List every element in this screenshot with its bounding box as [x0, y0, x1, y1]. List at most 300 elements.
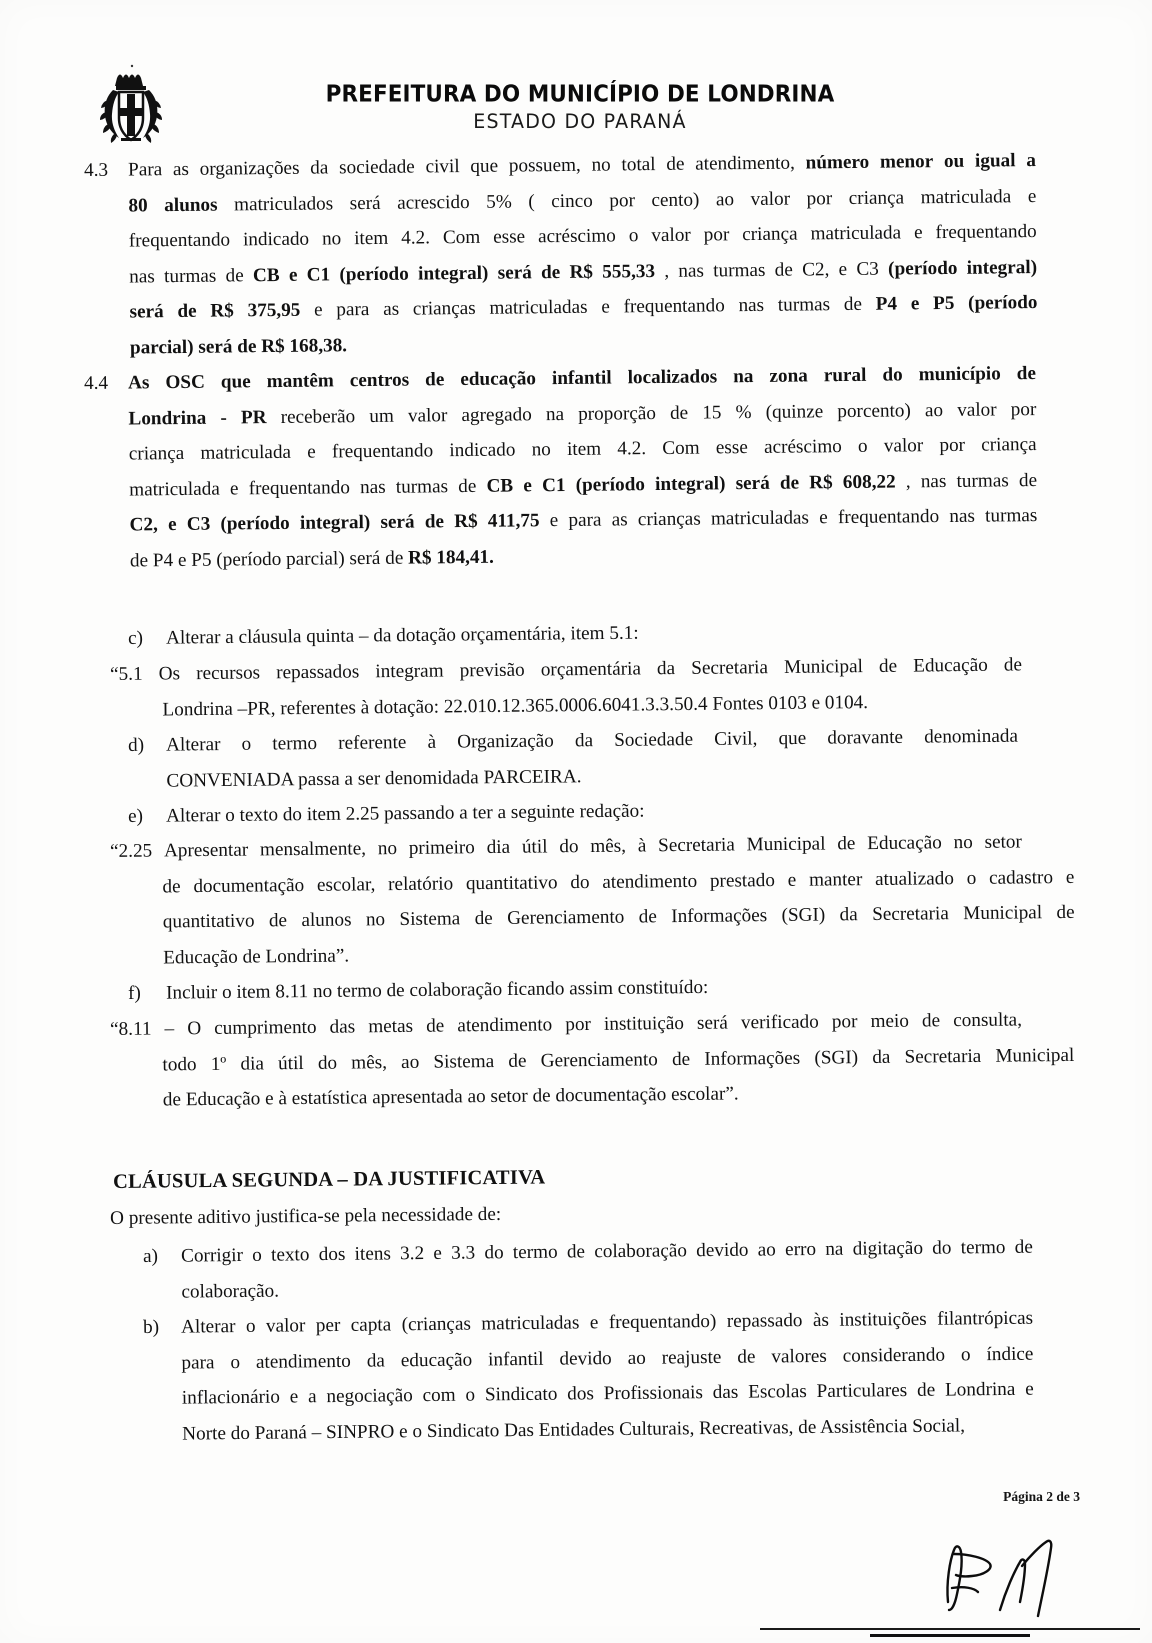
text-run: da: [574, 729, 594, 751]
quoted-block: [110, 1008, 1075, 1125]
text-run: Sociedade: [614, 728, 694, 751]
text-run: ao: [757, 1239, 776, 1261]
text-run: atendimento: [457, 1013, 553, 1036]
text-run: na: [825, 1238, 844, 1260]
text-run: Informações: [704, 1046, 801, 1069]
text-run: de: [666, 153, 685, 175]
quoted-block: [110, 831, 1075, 983]
text-run: CONVENIADA passa a ser denomidada PARCEIRA.: [166, 765, 582, 791]
text-run: de: [458, 475, 477, 497]
item-text: [181, 1237, 1034, 1317]
text-run: turmas: [163, 265, 217, 287]
text-run: Gerenciamento: [540, 1048, 658, 1071]
text-run: 555,33: [602, 260, 656, 283]
text-run: ao: [401, 1050, 420, 1072]
text-run: de Educação e à estatística apresentada ao setor de documentação escolar”.: [162, 1082, 739, 1110]
text-run: 3.2: [400, 1243, 425, 1265]
text-run: para: [181, 1351, 215, 1374]
text-run: de: [1018, 469, 1038, 491]
item-d: [128, 725, 1019, 805]
text-run: %: [735, 401, 752, 423]
text-run: Municipal: [783, 655, 863, 678]
text-run: dia: [240, 1052, 265, 1074]
clause-4-4: [84, 363, 1038, 586]
text-run: à: [637, 835, 647, 857]
text-run: C1: [306, 263, 331, 286]
text-run: valor: [407, 404, 448, 427]
text-run: das: [712, 1381, 739, 1404]
text-run: frequentando: [623, 295, 725, 318]
text-run: frequentando: [128, 229, 231, 252]
text-run: da: [366, 1349, 385, 1372]
text-run: frequentando: [248, 476, 350, 499]
text-run: por: [703, 224, 730, 246]
text-run: “8.11: [110, 1018, 152, 1040]
text-run: termo: [272, 732, 318, 754]
text-run: porcento): [837, 399, 911, 422]
text-run: de: [737, 1346, 756, 1368]
text-run: atendimento: [602, 870, 698, 893]
text-run: matriculada: [200, 441, 292, 464]
text-run: P4: [875, 293, 898, 315]
text-run: matriculadas: [710, 507, 810, 530]
text-run: acréscimo: [763, 436, 842, 458]
handwritten-initials: [930, 1530, 1130, 1625]
text-run: (SGI): [781, 904, 826, 926]
text-run: e: [819, 507, 828, 529]
text-run: valor: [883, 435, 924, 457]
text-run: repassados: [276, 660, 360, 683]
text-run: Educação: [913, 654, 988, 677]
text-run: instituição: [603, 1012, 685, 1035]
text-run: (crianças: [401, 1313, 471, 1336]
text-run: Municipal: [995, 1043, 1075, 1066]
text-run: nas: [129, 265, 155, 288]
text-run: e: [1065, 866, 1075, 888]
text-run: dos: [318, 1243, 346, 1266]
text-run: Municipal: [963, 902, 1043, 925]
text-run: cadastro: [988, 866, 1054, 889]
text-run: infantil: [488, 1348, 544, 1370]
text-run: Alterar o texto do item 2.25 passando a ter a seguinte redação:: [165, 800, 645, 827]
text-run: orçamentária: [540, 657, 642, 680]
page-title: PREFEITURA DO MUNICÍPIO DE LONDRINA: [325, 81, 835, 108]
text-run: será: [696, 1012, 728, 1034]
text-run: Incluir o item 8.11 no termo de colaboração ficando assim constituído:: [165, 976, 709, 1004]
text-run: matriculados: [233, 192, 334, 215]
text-run: relatório: [387, 872, 454, 895]
text-run: (: [528, 190, 535, 212]
text-run: de: [1056, 901, 1075, 924]
text-run: no: [377, 837, 398, 860]
text-run: alunos: [301, 909, 352, 931]
text-run: o: [230, 1351, 241, 1373]
text-run: o: [241, 733, 252, 755]
text-run: esse: [493, 226, 526, 248]
text-run: alunos: [164, 194, 218, 216]
section-intro: O presente aditivo justifica-se pela necessidade de:: [110, 1203, 502, 1229]
text-run: integral): [299, 512, 371, 534]
text-run: Para: [127, 159, 163, 181]
text-run: R$: [454, 510, 478, 533]
text-run: escolar,: [316, 873, 376, 896]
text-run: “5.1: [110, 663, 143, 685]
text-run: o: [857, 435, 868, 457]
text-run: a: [1026, 150, 1036, 172]
text-run: de: [268, 910, 288, 932]
text-run: e: [523, 474, 532, 496]
text-run: será: [380, 511, 415, 533]
text-run: reajuste: [661, 1346, 722, 1369]
text-run: dos: [567, 1383, 595, 1405]
text-run: filantrópicas: [937, 1307, 1034, 1330]
text-run: devido: [696, 1239, 749, 1262]
text-run: ao: [715, 188, 735, 210]
text-run: de: [779, 472, 800, 494]
text-run: criança: [981, 434, 1037, 456]
text-run: e: [288, 264, 298, 286]
text-run: turmas: [713, 259, 766, 281]
text-run: crianças: [637, 508, 701, 531]
text-run: e: [167, 514, 177, 536]
text-run: de: [1016, 363, 1037, 385]
text-run: na: [733, 365, 754, 388]
text-run: Secretaria: [872, 903, 949, 926]
text-run: termo: [512, 1241, 558, 1264]
text-run: frequentando: [935, 221, 1037, 244]
text-run: de: [426, 1015, 445, 1037]
text-run: frequentando: [837, 506, 940, 529]
text-run: que: [220, 371, 251, 393]
text-run: turmas: [956, 469, 1009, 492]
text-run: civil: [425, 156, 460, 178]
text-run: e: [1027, 185, 1037, 207]
text-run: da: [872, 1045, 891, 1068]
text-run: por: [565, 1013, 591, 1035]
text-run: o: [960, 1343, 971, 1365]
text-run: ao: [924, 399, 944, 421]
text-run: indicado: [449, 439, 516, 462]
text-run: proporção: [578, 402, 657, 425]
text-run: do: [932, 1237, 952, 1259]
text-run: será: [735, 472, 770, 494]
text-run: do: [570, 871, 590, 893]
text-run: consulta,: [953, 1008, 1023, 1031]
text-run: atendimento,: [695, 152, 795, 175]
text-run: R$: [569, 261, 594, 283]
text-run: da: [656, 657, 676, 679]
text-run: C2,: [129, 514, 158, 536]
text-run: de: [669, 402, 689, 424]
text-run: no: [591, 154, 611, 176]
text-run: manter: [808, 868, 863, 891]
text-run: de: [774, 259, 793, 281]
text-run: por: [939, 434, 966, 457]
text-run: do: [882, 364, 903, 386]
text-run: Corrigir: [180, 1244, 244, 1267]
text-run: e: [838, 258, 848, 280]
text-run: setor: [984, 831, 1022, 853]
text-run: e: [589, 1312, 599, 1334]
text-run: receberão: [280, 405, 356, 428]
text-run: frequentando): [608, 1310, 717, 1334]
text-run: C3: [856, 258, 879, 280]
item-line: [182, 1414, 1034, 1458]
text-run: C1: [541, 474, 566, 496]
text-run: (quinze: [765, 400, 824, 423]
text-run: turmas: [777, 294, 831, 316]
text-run: menor: [879, 151, 934, 173]
text-run: dia: [486, 836, 511, 859]
quoted-block: [110, 654, 1023, 735]
text-run: do: [484, 1242, 504, 1264]
text-run: criança: [128, 442, 185, 465]
item-marker: b): [143, 1316, 160, 1338]
text-run: Organização: [457, 730, 554, 753]
clause-4-3: [84, 150, 1038, 373]
text-run: devido: [559, 1347, 612, 1370]
text-run: matriculada: [129, 478, 220, 501]
text-run: de: [474, 907, 493, 930]
text-run: útil: [521, 836, 548, 858]
text-run: Escolas: [748, 1381, 807, 1403]
text-run: turmas: [395, 475, 449, 498]
text-run: de: [916, 1379, 936, 1401]
text-run: Apresentar: [163, 839, 249, 862]
text-run: (período: [968, 292, 1038, 314]
clause-number: 4.4: [84, 372, 109, 394]
text-run: nas: [949, 505, 976, 527]
text-run: para: [568, 509, 602, 531]
text-run: centros: [349, 369, 410, 392]
text-run: (período: [888, 257, 958, 280]
text-run: 375,95: [247, 299, 301, 322]
text-run: de: [424, 511, 445, 533]
page-subtitle: ESTADO DO PARANÁ: [473, 110, 687, 134]
item-marker: e): [128, 805, 144, 827]
text-run: e: [787, 869, 797, 891]
text-run: Gerenciamento: [507, 906, 625, 929]
text-run: termo: [960, 1236, 1006, 1259]
text-run: Educação: [867, 832, 942, 855]
text-run: valor: [957, 398, 997, 421]
item-marker: c): [128, 627, 144, 649]
text-run: e: [433, 1242, 443, 1264]
text-run: de: [177, 300, 197, 323]
text-run: e: [307, 441, 316, 463]
text-run: no: [531, 439, 551, 461]
page-bottom-rule-secondary: [870, 1634, 1030, 1637]
text-run: CB: [252, 264, 280, 286]
text-run: mês,: [351, 1051, 388, 1073]
text-run: ,: [905, 470, 911, 492]
text-run: Informações: [671, 905, 768, 928]
text-run: zona: [769, 365, 808, 387]
text-run: Londrina –PR, referentes à dotação: 22.010.12.365.0006.6041.3.3.50.4 Fontes 0103 e 0104.: [162, 691, 869, 720]
text-run: útil: [278, 1051, 304, 1074]
text-run: O: [187, 1017, 202, 1039]
text-run: na: [545, 403, 565, 425]
text-run: no: [365, 909, 386, 931]
text-run: igual: [974, 150, 1016, 172]
text-run: de P4 e P5 (período parcial) será de: [129, 547, 409, 572]
text-run: de: [921, 1009, 941, 1031]
clause-number: 4.3: [84, 159, 109, 181]
item-marker: d): [128, 734, 145, 756]
section-heading: CLÁUSULA SEGUNDA – DA JUSTIFICATIVA: [113, 1166, 546, 1193]
text-run: valores: [771, 1345, 827, 1367]
text-run: integral): [966, 256, 1038, 279]
text-run: cento): [651, 189, 700, 211]
text-run: nas: [359, 476, 386, 498]
text-run: de: [508, 1049, 527, 1071]
text-run: recursos: [196, 661, 261, 684]
text-run: Educação de Londrina”.: [163, 945, 350, 968]
text-run: que: [470, 155, 499, 177]
text-run: sociedade: [339, 156, 415, 179]
text-run: integral): [655, 472, 726, 495]
text-run: e: [910, 293, 920, 315]
text-run: mês,: [590, 835, 627, 857]
text-run: de: [843, 293, 863, 316]
text-run: criança: [742, 223, 798, 246]
text-run: da: [839, 904, 858, 926]
text-run: As: [127, 372, 150, 394]
text-run: matriculada: [920, 185, 1012, 208]
text-run: Alterar: [180, 1316, 236, 1338]
text-run: educação: [400, 1349, 473, 1371]
text-run: de: [671, 1047, 691, 1070]
text-run: será: [497, 261, 532, 284]
coat-of-arms-icon: [93, 60, 169, 148]
text-run: matriculadas: [481, 1312, 580, 1335]
text-run: será: [349, 192, 381, 214]
text-run: crianças: [412, 297, 476, 320]
text-run: previsão: [459, 659, 525, 681]
text-run: (período: [220, 512, 290, 535]
text-run: Alterar: [165, 733, 221, 756]
text-run: C2,: [802, 258, 830, 280]
text-run: 5%: [486, 191, 512, 213]
text-run: 80: [128, 194, 148, 217]
text-run: denominada: [924, 725, 1019, 748]
text-run: 4.2.: [617, 438, 647, 460]
text-run: e: [549, 510, 559, 532]
text-run: (período: [339, 263, 409, 285]
text-run: de: [1003, 653, 1023, 676]
text-run: frequentando: [331, 440, 434, 463]
text-run: instituições: [839, 1308, 927, 1331]
item-text: [181, 1308, 1034, 1459]
text-run: as: [172, 158, 190, 181]
text-run: repassado: [726, 1310, 803, 1332]
text-run: CB: [486, 475, 514, 497]
text-run: erro: [785, 1238, 817, 1261]
text-run: o: [252, 1244, 262, 1266]
document-header: [0, 56, 1152, 146]
text-run: à: [427, 731, 437, 753]
text-run: por: [1010, 398, 1037, 420]
text-run: de: [425, 369, 445, 391]
item-text: [166, 725, 1019, 805]
text-run: e: [313, 299, 323, 321]
text-run: R$ 184,41.: [407, 546, 494, 569]
justification-item-b: [143, 1308, 1034, 1459]
text-run: de: [225, 264, 244, 287]
text-run: meio: [870, 1010, 910, 1032]
text-run: infantil: [551, 367, 612, 390]
text-run: Sistema: [399, 908, 461, 930]
text-run: de: [540, 261, 561, 283]
text-run: considerando: [842, 1344, 946, 1367]
text-run: no: [953, 831, 973, 854]
text-run: organizações: [199, 157, 300, 180]
text-run: por: [609, 189, 636, 212]
text-run: Profissionais: [603, 1382, 704, 1405]
text-run: as: [611, 509, 628, 531]
text-run: Secretaria: [658, 834, 735, 857]
text-run: P5: [932, 292, 955, 315]
text-run: atendimento: [255, 1350, 351, 1373]
text-run: Com: [442, 226, 481, 249]
text-run: Com: [662, 437, 700, 459]
text-run: prestado: [709, 869, 776, 892]
text-run: criança: [848, 186, 905, 209]
text-run: o: [465, 1384, 476, 1406]
text-run: índice: [986, 1343, 1034, 1365]
text-run: acrescido: [397, 191, 470, 214]
text-run: as: [383, 298, 400, 320]
text-run: acréscimo: [537, 225, 616, 248]
text-run: integram: [375, 660, 444, 682]
text-run: das: [329, 1015, 356, 1038]
clause-text: [128, 363, 1038, 585]
text-run: e: [229, 477, 239, 499]
text-run: quantitativo: [465, 871, 558, 894]
text-run: um: [369, 405, 394, 427]
text-run: por: [831, 1010, 858, 1032]
text-run: o: [966, 867, 977, 889]
text-run: negociação: [326, 1385, 413, 1408]
text-run: rural: [823, 364, 867, 387]
text-run: às: [812, 1309, 829, 1331]
text-run: Municipal: [746, 833, 826, 856]
text-run: documentação: [193, 874, 305, 897]
text-run: Alterar a cláusula quinta – da dotação orçamentária, item 5.1:: [165, 622, 639, 649]
text-run: educação: [460, 368, 537, 391]
text-run: com: [422, 1384, 456, 1407]
text-run: valor: [750, 188, 791, 210]
text-run: Sistema: [433, 1049, 495, 1072]
text-run: valor: [651, 224, 691, 247]
text-run: o: [628, 225, 639, 247]
text-run: que: [778, 727, 807, 749]
text-run: para: [336, 299, 370, 321]
text-run: inflacionário: [181, 1386, 280, 1409]
text-run: de: [638, 906, 657, 928]
text-run: mensalmente,: [259, 838, 367, 861]
text-run: colaboração: [594, 1240, 688, 1263]
text-run: nas: [920, 470, 947, 492]
text-run: atualizado: [874, 867, 955, 890]
page-bottom-rule: [760, 1628, 1140, 1630]
text-run: 608,22: [842, 471, 896, 493]
text-run: no: [321, 228, 342, 250]
text-run: (SGI): [814, 1046, 859, 1068]
text-run: nas: [738, 294, 765, 317]
text-run: da: [310, 157, 329, 179]
text-run: Secretaria: [691, 656, 769, 679]
